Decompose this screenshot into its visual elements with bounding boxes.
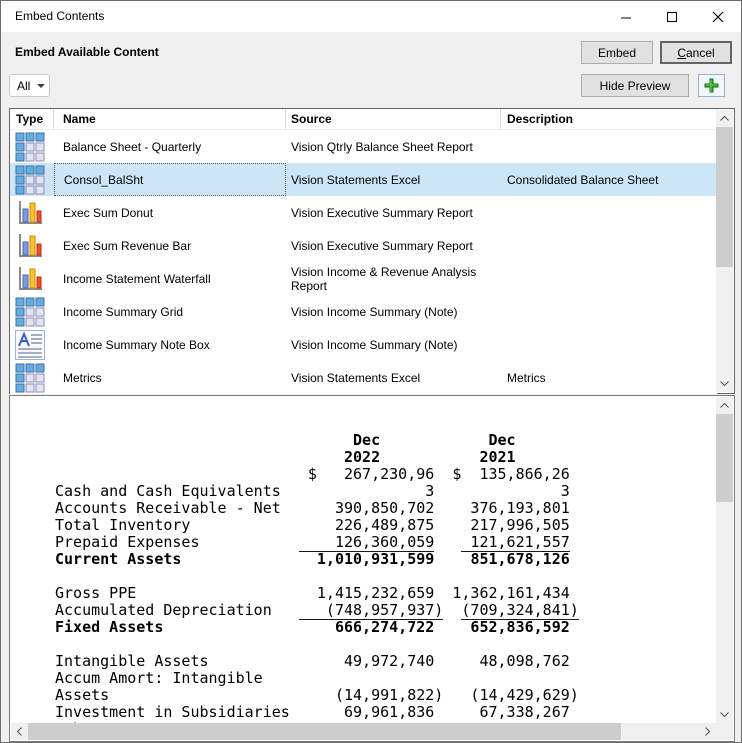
preview-line-accum-depr xyxy=(55,602,716,619)
plus-icon xyxy=(704,78,719,93)
row-name: Income Summary Note Box xyxy=(63,337,210,352)
grid-report-icon xyxy=(15,165,45,195)
bar-chart-icon xyxy=(15,198,45,228)
scrollbar-thumb[interactable] xyxy=(716,414,733,502)
row-source: Vision Statements Excel xyxy=(291,370,421,385)
preview-line-current-assets xyxy=(55,551,716,568)
preview-line: Intangible Assets 49,972,740 48,098,762 xyxy=(55,652,570,670)
preview-line: 2022 2021 xyxy=(55,448,516,466)
preview-value: 851,678,126 xyxy=(470,550,570,568)
column-header-type[interactable]: Type xyxy=(10,109,54,129)
row-description xyxy=(501,196,717,229)
preview-value: 1,010,931,599 xyxy=(316,550,435,568)
preview-line xyxy=(55,636,716,653)
row-source: Vision Income Summary (Note) xyxy=(291,304,458,319)
preview-pane xyxy=(9,395,735,742)
preview-label: Accumulated Depreciation xyxy=(55,601,299,619)
row-description xyxy=(501,295,717,328)
row-name: Consol_BalSht xyxy=(54,163,286,196)
preview-gap xyxy=(434,550,470,568)
row-source: Vision Income Summary (Note) xyxy=(291,337,458,352)
row-description xyxy=(501,328,717,361)
preview-line: Total Inventory 226,489,875 217,996,505 xyxy=(55,516,570,534)
scroll-left-button[interactable] xyxy=(11,723,28,740)
row-name: Exec Sum Revenue Bar xyxy=(63,238,192,253)
preview-line: Investment in Subsidiaries 69,961,836 67,338,267 xyxy=(55,703,570,721)
row-description: Metrics xyxy=(507,370,546,385)
preview-line xyxy=(55,568,716,585)
preview-value: (748,957,937) xyxy=(298,601,444,619)
preview-line: Accounts Receivable - Net 390,850,702 376,193,801 xyxy=(55,499,570,517)
preview-line: Cash and Cash Equivalents 3 3 xyxy=(55,482,570,500)
maximize-button[interactable] xyxy=(649,1,695,32)
table-row[interactable] xyxy=(10,361,717,394)
preview-line: Accum Amort: Intangible xyxy=(55,669,263,687)
close-icon xyxy=(712,11,724,23)
title-bar xyxy=(1,1,741,32)
cancel-button[interactable] xyxy=(660,41,732,64)
scroll-up-button[interactable] xyxy=(716,397,733,414)
scrollbar-corner xyxy=(716,723,733,740)
preview-label: Prepaid Expenses xyxy=(55,533,299,551)
embed-button[interactable]: Embed xyxy=(581,41,653,64)
preview-gap xyxy=(434,533,461,551)
preview-vertical-scrollbar[interactable] xyxy=(716,397,733,723)
row-source: Vision Executive Summary Report xyxy=(291,238,473,253)
chevron-down-icon xyxy=(37,84,45,88)
row-description: Consolidated Balance Sheet xyxy=(507,172,659,187)
filter-dropdown[interactable] xyxy=(9,74,50,97)
window-title: Embed Contents xyxy=(15,9,105,23)
close-button[interactable] xyxy=(695,1,741,32)
add-content-button[interactable] xyxy=(698,74,725,97)
table-row[interactable] xyxy=(10,229,717,262)
minimize-button[interactable] xyxy=(603,1,649,32)
chevron-down-icon xyxy=(720,381,729,386)
preview-gap xyxy=(443,601,461,619)
scroll-right-button[interactable] xyxy=(699,723,716,740)
preview-value: 121,621,557 xyxy=(461,533,570,551)
preview-line: Dec Dec xyxy=(55,431,516,449)
preview-line: Fixed Assets 666,274,722 652,836,592 xyxy=(55,618,570,636)
cancel-label: ancel xyxy=(685,45,715,60)
preview-value: (709,324,841) xyxy=(461,601,579,619)
scroll-up-button[interactable] xyxy=(716,110,733,127)
bar-chart-icon xyxy=(15,264,45,294)
column-header-name[interactable]: Name xyxy=(54,109,286,129)
table-row[interactable] xyxy=(10,295,717,328)
preview-text xyxy=(11,396,716,723)
preview-value: 126,360,059 xyxy=(298,533,435,551)
row-name: Income Statement Waterfall xyxy=(63,271,211,286)
row-description xyxy=(501,262,717,295)
table-row-selected[interactable] xyxy=(10,163,717,196)
preview-line-prepaid xyxy=(55,534,716,551)
chevron-up-icon xyxy=(720,116,729,121)
list-vertical-scrollbar[interactable] xyxy=(716,110,733,392)
row-name: Metrics xyxy=(63,370,102,385)
minimize-icon xyxy=(620,11,632,23)
row-name: Exec Sum Donut xyxy=(63,205,154,220)
preview-line: Assets (14,991,822) (14,429,629) xyxy=(55,686,579,704)
preview-label: Current Assets xyxy=(55,550,317,568)
content-list xyxy=(9,108,735,394)
page-title: Embed Available Content xyxy=(15,45,159,59)
grid-report-icon xyxy=(15,363,45,393)
preview-line: Gross PPE 1,415,232,659 1,362,161,434 xyxy=(55,584,570,602)
column-header-description[interactable]: Description xyxy=(501,109,717,129)
list-header xyxy=(10,109,717,130)
chevron-right-icon xyxy=(705,727,710,736)
row-source: Vision Executive Summary Report xyxy=(291,205,473,220)
row-name: Balance Sheet - Quarterly xyxy=(63,139,202,154)
preview-horizontal-scrollbar[interactable] xyxy=(11,723,716,740)
table-row[interactable] xyxy=(10,130,717,163)
hide-preview-button[interactable]: Hide Preview xyxy=(581,74,689,97)
scroll-down-button[interactable] xyxy=(716,706,733,723)
scrollbar-thumb[interactable] xyxy=(716,127,733,267)
scrollbar-thumb[interactable] xyxy=(28,723,621,740)
bar-chart-icon xyxy=(15,231,45,261)
row-description xyxy=(501,229,717,262)
preview-line: $ 267,230,96 $ 135,866,26 xyxy=(55,465,570,483)
row-source: Vision Statements Excel xyxy=(291,172,421,187)
row-description xyxy=(501,130,717,163)
note-box-icon xyxy=(15,330,45,360)
table-row[interactable] xyxy=(10,262,717,295)
chevron-up-icon xyxy=(720,403,729,408)
scroll-down-button[interactable] xyxy=(716,375,733,392)
row-source: Vision Income & Revenue Analysis Report xyxy=(291,264,477,293)
chevron-left-icon xyxy=(17,727,22,736)
row-source: Vision Qtrly Balance Sheet Report xyxy=(291,139,473,154)
chevron-down-icon xyxy=(720,712,729,717)
grid-report-icon xyxy=(15,297,45,327)
filter-value: All xyxy=(17,78,31,93)
grid-report-icon xyxy=(15,132,45,162)
column-header-source[interactable]: Source xyxy=(286,109,501,129)
table-row[interactable] xyxy=(10,328,717,361)
maximize-icon xyxy=(666,11,678,23)
row-name: Income Summary Grid xyxy=(63,304,184,319)
cancel-accelerator: C xyxy=(677,45,686,60)
table-row[interactable] xyxy=(10,196,717,229)
